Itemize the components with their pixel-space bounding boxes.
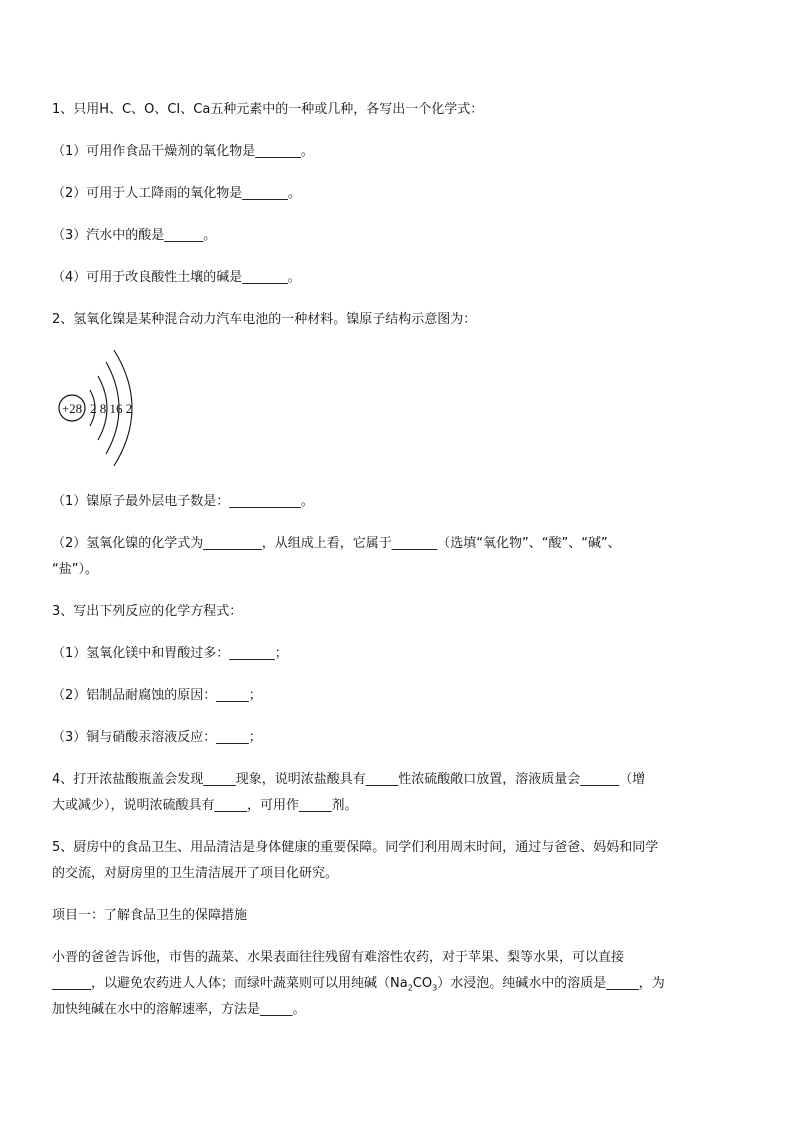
q3-item-2: （2）铝制品耐腐蚀的原因：_____；: [52, 688, 262, 703]
shell-electron-counts: 2 8 16 2: [90, 401, 133, 416]
q3-item-1: （1）氢氧化镁中和胃酸过多：_______；: [52, 646, 288, 661]
q1-stem: 1、只用H、C、O、CI、Ca五种元素中的一种或几种，各写出一个化学式：: [52, 102, 484, 117]
q5-paragraph-line-2: ______，以避免农药进人人体；而绿叶蔬菜则可以用纯碱$(Na_2CO_3)$水浸泡。纯碱水中的溶质是_____，为: [52, 976, 665, 993]
q4-line-2: 大或减少），说明浓硫酸具有_____，可用作_____剂。: [52, 798, 358, 813]
q1-item-2: （2）可用于人工降雨的氧化物是_______。: [52, 186, 301, 201]
q5-paragraph-line-1: 小晋的爸爸告诉他，市售的蔬菜、水果表面往往残留有难溶性农药，对于苹果、梨等水果，可以直接: [52, 950, 625, 965]
q5-project-1-heading: 项目一：了解食品卫生的保障措施: [52, 908, 248, 923]
q5-paragraph-line-3: 加快纯碱在水中的溶解速率，方法是_____。: [52, 1002, 306, 1017]
nickel-atom-structure-diagram: [52, 348, 172, 468]
q4-line-1: 4、打开浓盐酸瓶盖会发现_____现象，说明浓盐酸具有_____性浓硫酸敞口放置，溶液质量会______（增: [52, 772, 646, 787]
q5-line-1: 5、厨房中的食品卫生、用品清洁是身体健康的重要保障。同学们利用周末时间，通过与爸爸、妈妈和同学: [52, 840, 659, 855]
nucleus-charge: +28: [61, 401, 83, 416]
q2-stem: 2、氢氧化镍是某种混合动力汽车电池的一种材料。镍原子结构示意图为：: [52, 312, 477, 327]
q2-item-1: （1）镍原子最外层电子数是：___________。: [52, 494, 314, 509]
q5-line-2: 的交流，对厨房里的卫生清洁展开了项目化研究。: [52, 866, 339, 881]
q1-item-1: （1）可用作食品干燥剂的氧化物是_______。: [52, 144, 314, 159]
q2-item-2-cont: “盐”）。: [52, 562, 98, 577]
q3-stem: 3、写出下列反应的化学方程式：: [52, 604, 243, 619]
q1-item-3: （3）汽水中的酸是______。: [52, 228, 217, 243]
q3-item-3: （3）铜与硝酸汞溶液反应：_____；: [52, 730, 262, 745]
q2-item-2: （2）氢氧化镍的化学式为_________，从组成上看，它属于_______（选填“氧化物”、“酸”、“碱”、: [52, 536, 621, 551]
q1-item-4: （4）可用于改良酸性土壤的碱是_______。: [52, 270, 301, 285]
